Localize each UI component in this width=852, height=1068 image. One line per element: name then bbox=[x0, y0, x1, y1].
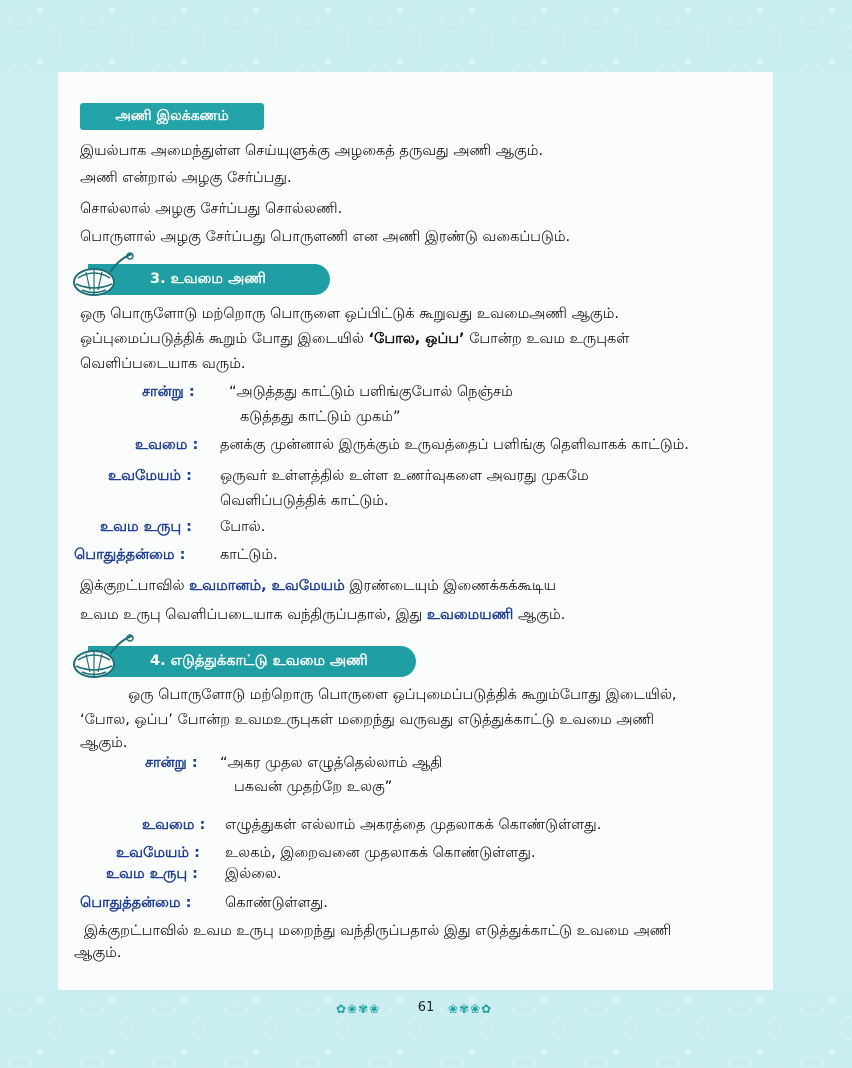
s3-podhu-label: பொதுத்தன்மை : bbox=[74, 547, 186, 563]
section-4-title: 4. எடுத்துக்காட்டு உவமை அணி bbox=[150, 653, 368, 669]
heading-box bbox=[80, 103, 264, 130]
s3-conclusion-2 bbox=[80, 605, 565, 625]
s4-conclusion-1: இக்குறட்பாவில் உவம உருபு மறைந்து வந்திருப்பதால் இது எடுத்துக்காட்டு உவமை அணி bbox=[84, 923, 672, 939]
s4-urubu-text: இல்லை. bbox=[225, 866, 282, 882]
s4-paragraph-1: ஒரு பொருளோடு மற்றொரு பொருளை ஒப்புமைப்படுத்திக் கூறும்போது இடையில், bbox=[128, 687, 677, 703]
s3-uvameyam-label: உவமேயம் : bbox=[108, 468, 192, 484]
s3-uvamai-label: உவமை : bbox=[135, 437, 199, 453]
s3-conc2-part-3: ஆகும். bbox=[513, 607, 566, 623]
s4-uvameyam-label: உவமேயம் : bbox=[116, 845, 200, 861]
page-ornament-left-icon: ✿❀✾❀ bbox=[336, 1002, 381, 1016]
s3-p2-part-3: போன்ற உவம உருபுகள் bbox=[464, 331, 630, 347]
s3-conc1-emphasis: உவமானம், உவமேயம் bbox=[189, 578, 345, 594]
intro-line-4: பொருளால் அழகு சேர்ப்பது பொருளணி என அணி இரண்டு வகைப்படும். bbox=[80, 229, 571, 245]
tamil-vessel-icon bbox=[64, 632, 142, 680]
s4-uvamai-label: உவமை : bbox=[142, 817, 206, 833]
s3-uvamai-text: தனக்கு முன்னால் இருக்கும் உருவத்தைப் பளிங்கு தெளிவாகக் காட்டும். bbox=[220, 437, 689, 453]
s4-example-line-1: “அகர முதல எழுத்தெல்லாம் ஆதி bbox=[220, 755, 443, 771]
s4-example-label: சான்று : bbox=[145, 755, 198, 771]
s3-conclusion-1 bbox=[80, 576, 556, 596]
page-heading: அணி இலக்கணம் bbox=[115, 108, 229, 124]
s3-example-label: சான்று : bbox=[142, 384, 195, 400]
section-3-title: 3. உவமை அணி bbox=[150, 271, 266, 287]
s3-p2-part-1: ஒப்புமைப்படுத்திக் கூறும் போது இடையில் bbox=[80, 331, 369, 347]
s4-uvameyam-text: உலகம், இறைவனை முதலாகக் கொண்டுள்ளது. bbox=[225, 845, 536, 861]
page-number: 61 bbox=[417, 1000, 435, 1015]
s3-urubu-text: போல். bbox=[220, 519, 266, 535]
s3-podhu-text: காட்டும். bbox=[220, 547, 278, 563]
s4-podhu-text: கொண்டுள்ளது. bbox=[225, 895, 328, 911]
tamil-vessel-icon bbox=[64, 250, 142, 298]
s3-urubu-label: உவம உருபு : bbox=[100, 519, 192, 535]
intro-line-2: அணி என்றால் அழகு சேர்ப்பது. bbox=[80, 170, 292, 186]
s3-uvameyam-line-2: வெளிப்படுத்திக் காட்டும். bbox=[220, 493, 389, 509]
s4-urubu-label: உவம உருபு : bbox=[106, 866, 198, 882]
s4-conclusion-2: ஆகும். bbox=[74, 945, 122, 961]
decorative-top-band bbox=[0, 0, 852, 72]
s3-p2-emphasis: ‘போல, ஒப்ப’ bbox=[368, 331, 465, 347]
page-ornament-right-icon: ❀✾❀✿ bbox=[448, 1002, 493, 1016]
s4-uvamai-text: எழுத்துகள் எல்லாம் அகரத்தை முதலாகக் கொண்டுள்ளது. bbox=[225, 817, 602, 833]
s3-paragraph-3: வெளிப்படையாக வரும். bbox=[80, 356, 246, 372]
s3-example-line-1: “அடுத்தது காட்டும் பளிங்குபோல் நெஞ்சம் bbox=[229, 384, 513, 400]
s3-conc2-emphasis: உவமையணி bbox=[426, 607, 514, 623]
s4-example-line-2: பகவன் முதற்றே உலகு” bbox=[234, 779, 393, 795]
s3-example-line-2: கடுத்தது காட்டும் முகம்” bbox=[240, 409, 401, 425]
s3-conc1-part-3: இரண்டையும் இணைக்கக்கூடிய bbox=[344, 578, 557, 594]
s4-podhu-label: பொதுத்தன்மை : bbox=[80, 895, 192, 911]
s4-paragraph-3: ஆகும். bbox=[80, 735, 128, 751]
s3-paragraph-2 bbox=[80, 329, 629, 349]
s3-conc2-part-1: உவம உருபு வெளிப்படையாக வந்திருப்பதால், இது bbox=[80, 607, 427, 623]
s3-uvameyam-line-1: ஒருவர் உள்ளத்தில் உள்ள உணர்வுகளை அவரது முகமே bbox=[220, 468, 589, 484]
intro-line-1: இயல்பாக அமைந்துள்ள செய்யுளுக்கு அழகைத் தருவது அணி ஆகும். bbox=[80, 143, 544, 159]
s3-paragraph-1: ஒரு பொருளோடு மற்றொரு பொருளை ஒப்பிட்டுக் கூறுவது உவமைஅணி ஆகும். bbox=[80, 306, 619, 322]
intro-line-3: சொல்லால் அழகு சேர்ப்பது சொல்லணி. bbox=[80, 201, 343, 217]
s4-paragraph-2: ‘போல, ஒப்ப’ போன்ற உவமஉருபுகள் மறைந்து வருவது எடுத்துக்காட்டு உவமை அணி bbox=[80, 712, 655, 728]
s3-conc1-part-1: இக்குறட்பாவில் bbox=[80, 578, 190, 594]
